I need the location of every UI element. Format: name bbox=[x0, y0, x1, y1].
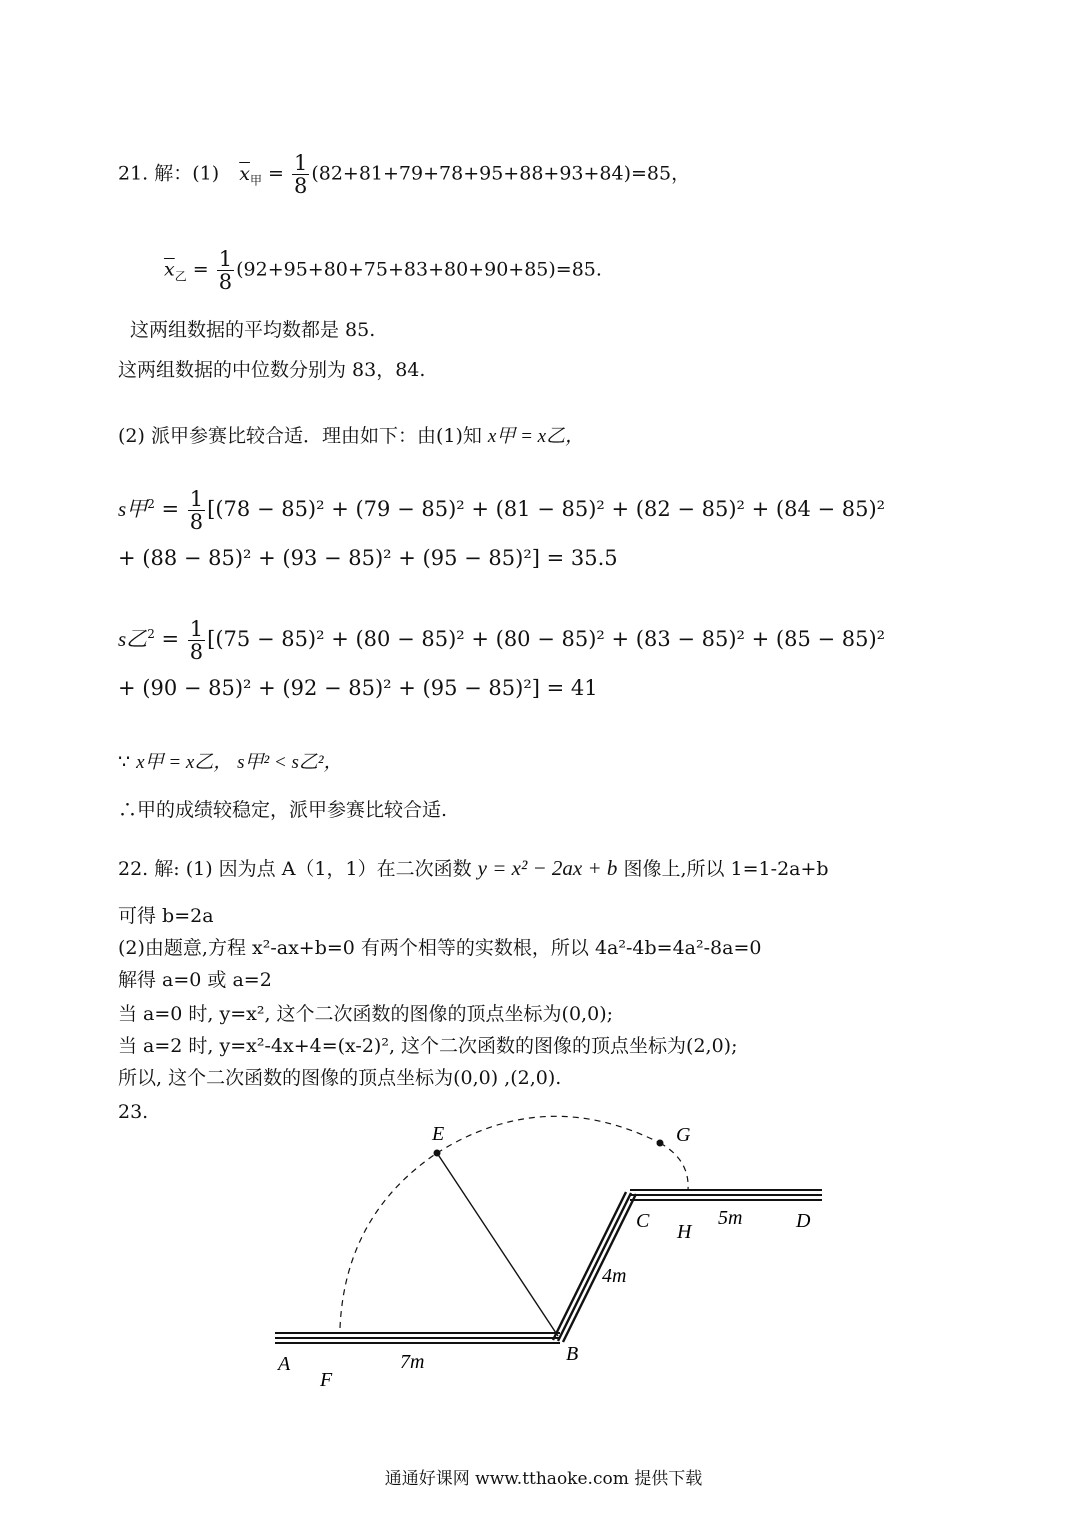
arc-fe bbox=[340, 1153, 437, 1328]
q23-label: 23. bbox=[118, 1101, 149, 1123]
segment-cd bbox=[630, 1190, 822, 1200]
frac-den: 8 bbox=[218, 270, 233, 294]
mean-jia-sum: (82+81+79+78+95+88+93+84)=85， bbox=[311, 162, 691, 185]
fraction-one-eighth: $\frac{1}{8}$ bbox=[189, 617, 204, 664]
label-cd-length: 5m bbox=[718, 1207, 743, 1229]
q22-line1-a: 22. 解: (1) 因为点 A（1，1）在二次函数 bbox=[118, 858, 472, 880]
var-jia-terms-1: [(78 − 85)² + (79 − 85)² + (81 − 85)² + (82 − 85)² + (84 − 85)² bbox=[207, 497, 886, 521]
label-b: B bbox=[566, 1343, 579, 1365]
segment-eb bbox=[437, 1153, 558, 1336]
footer-text: 通通好课网 www.tthaoke.com 提供下载 bbox=[384, 1469, 703, 1489]
q21-mean-jia-line: 21. 解：(1) $\overline{x}_甲$ = $\frac{1}{8}$ (82+81+79+78+95+88+93+84)=85， bbox=[118, 151, 691, 198]
label-ab-length: 7m bbox=[400, 1351, 425, 1373]
because-eq: x甲 = x乙， s甲² < s乙²， bbox=[136, 752, 343, 773]
label-e: E bbox=[432, 1123, 445, 1145]
fraction-one-eighth: $\frac{1}{8}$ bbox=[189, 487, 204, 534]
q21-label: 21. 解：(1) bbox=[118, 162, 220, 185]
q21-var-yi-line2: + (90 − 85)² + (92 − 85)² + (95 − 85)²] = 41 bbox=[118, 676, 598, 700]
var-yi-terms-1: [(75 − 85)² + (80 − 85)² + (80 − 85)² + (83 − 85)² + (85 − 85)² bbox=[207, 627, 886, 651]
q21-median-text: 这两组数据的中位数分别为 83，84. bbox=[118, 359, 426, 381]
sub-jia: 甲 bbox=[249, 173, 262, 188]
q22-line1-b: 图像上,所以 1=1-2a+b bbox=[623, 858, 829, 880]
q22-line6: 当 a=2 时, y=x²-4x+4=(x-2)², 这个二次函数的图像的顶点坐标为(2,0); bbox=[118, 1035, 738, 1057]
frac-den: 8 bbox=[293, 174, 308, 198]
sub-yi: 乙 bbox=[174, 269, 187, 284]
x-bar: $\overline{x}$ bbox=[164, 258, 175, 281]
q22-line4: 解得 a=0 或 a=2 bbox=[118, 969, 272, 991]
part2-prefix: (2) 派甲参赛比较合适．理由如下：由(1)知 bbox=[118, 425, 482, 447]
q22-line5: 当 a=0 时, y=x², 这个二次函数的图像的顶点坐标为(0,0); bbox=[118, 1003, 614, 1025]
label-bc-length: 4m bbox=[602, 1265, 627, 1287]
q21-var-jia-line2: + (88 − 85)² + (93 − 85)² + (95 − 85)²] = 35.5 bbox=[118, 546, 618, 570]
frac-num: 1 bbox=[293, 151, 308, 175]
q22-formula: y = x² − 2ax + b bbox=[477, 856, 618, 880]
q22-line2: 可得 b=2a bbox=[118, 905, 214, 927]
arc-eg bbox=[437, 1116, 660, 1153]
q21-avg-text: 这两组数据的平均数都是 85. bbox=[130, 319, 376, 341]
label-a: A bbox=[278, 1353, 291, 1375]
label-d: D bbox=[796, 1210, 811, 1232]
label-f: F bbox=[320, 1369, 333, 1391]
q21-conclusion: ∴甲的成绩较稳定，派甲参赛比较合适. bbox=[118, 799, 448, 821]
q22-line3: (2)由题意,方程 x²-ax+b=0 有两个相等的实数根，所以 4a²-4b=4a²-8a=0 bbox=[118, 937, 762, 959]
q22-line7: 所以, 这个二次函数的图像的顶点坐标为(0,0) ,(2,0). bbox=[118, 1067, 562, 1089]
frac-num: 1 bbox=[218, 247, 233, 271]
part2-eq: x甲 = x乙， bbox=[487, 426, 585, 447]
point-e bbox=[434, 1150, 441, 1157]
label-g: G bbox=[676, 1124, 691, 1146]
because-symbol: ∵ bbox=[118, 751, 131, 773]
var-yi-label: s乙 bbox=[118, 627, 148, 651]
q21-mean-yi-line: $\overline{x}_乙$ = $\frac{1}{8}$ (92+95+80+75+83+80+90+85)=85. bbox=[164, 247, 602, 294]
mean-yi-sum: (92+95+80+75+83+80+90+85)=85. bbox=[236, 258, 602, 281]
label-c: C bbox=[636, 1210, 650, 1232]
var-jia-label: s甲 bbox=[118, 497, 148, 521]
x-bar: $\overline{x}$ bbox=[239, 162, 250, 185]
segment-ab bbox=[275, 1333, 560, 1343]
arc-gh bbox=[660, 1143, 688, 1190]
label-h: H bbox=[677, 1221, 692, 1243]
q21-var-yi-line1: s乙$^2$ = $\frac{1}{8}$ [(75 − 85)² + (80 − 85)² + (80 − 85)² + (83 − 85)² + (85 − 85)² bbox=[118, 617, 886, 664]
point-g bbox=[657, 1140, 664, 1147]
q21-var-jia-line1: s甲$^2$ = $\frac{1}{8}$ [(78 − 85)² + (79 − 85)² + (81 − 85)² + (82 − 85)² + (84 − 85)² bbox=[118, 487, 886, 534]
